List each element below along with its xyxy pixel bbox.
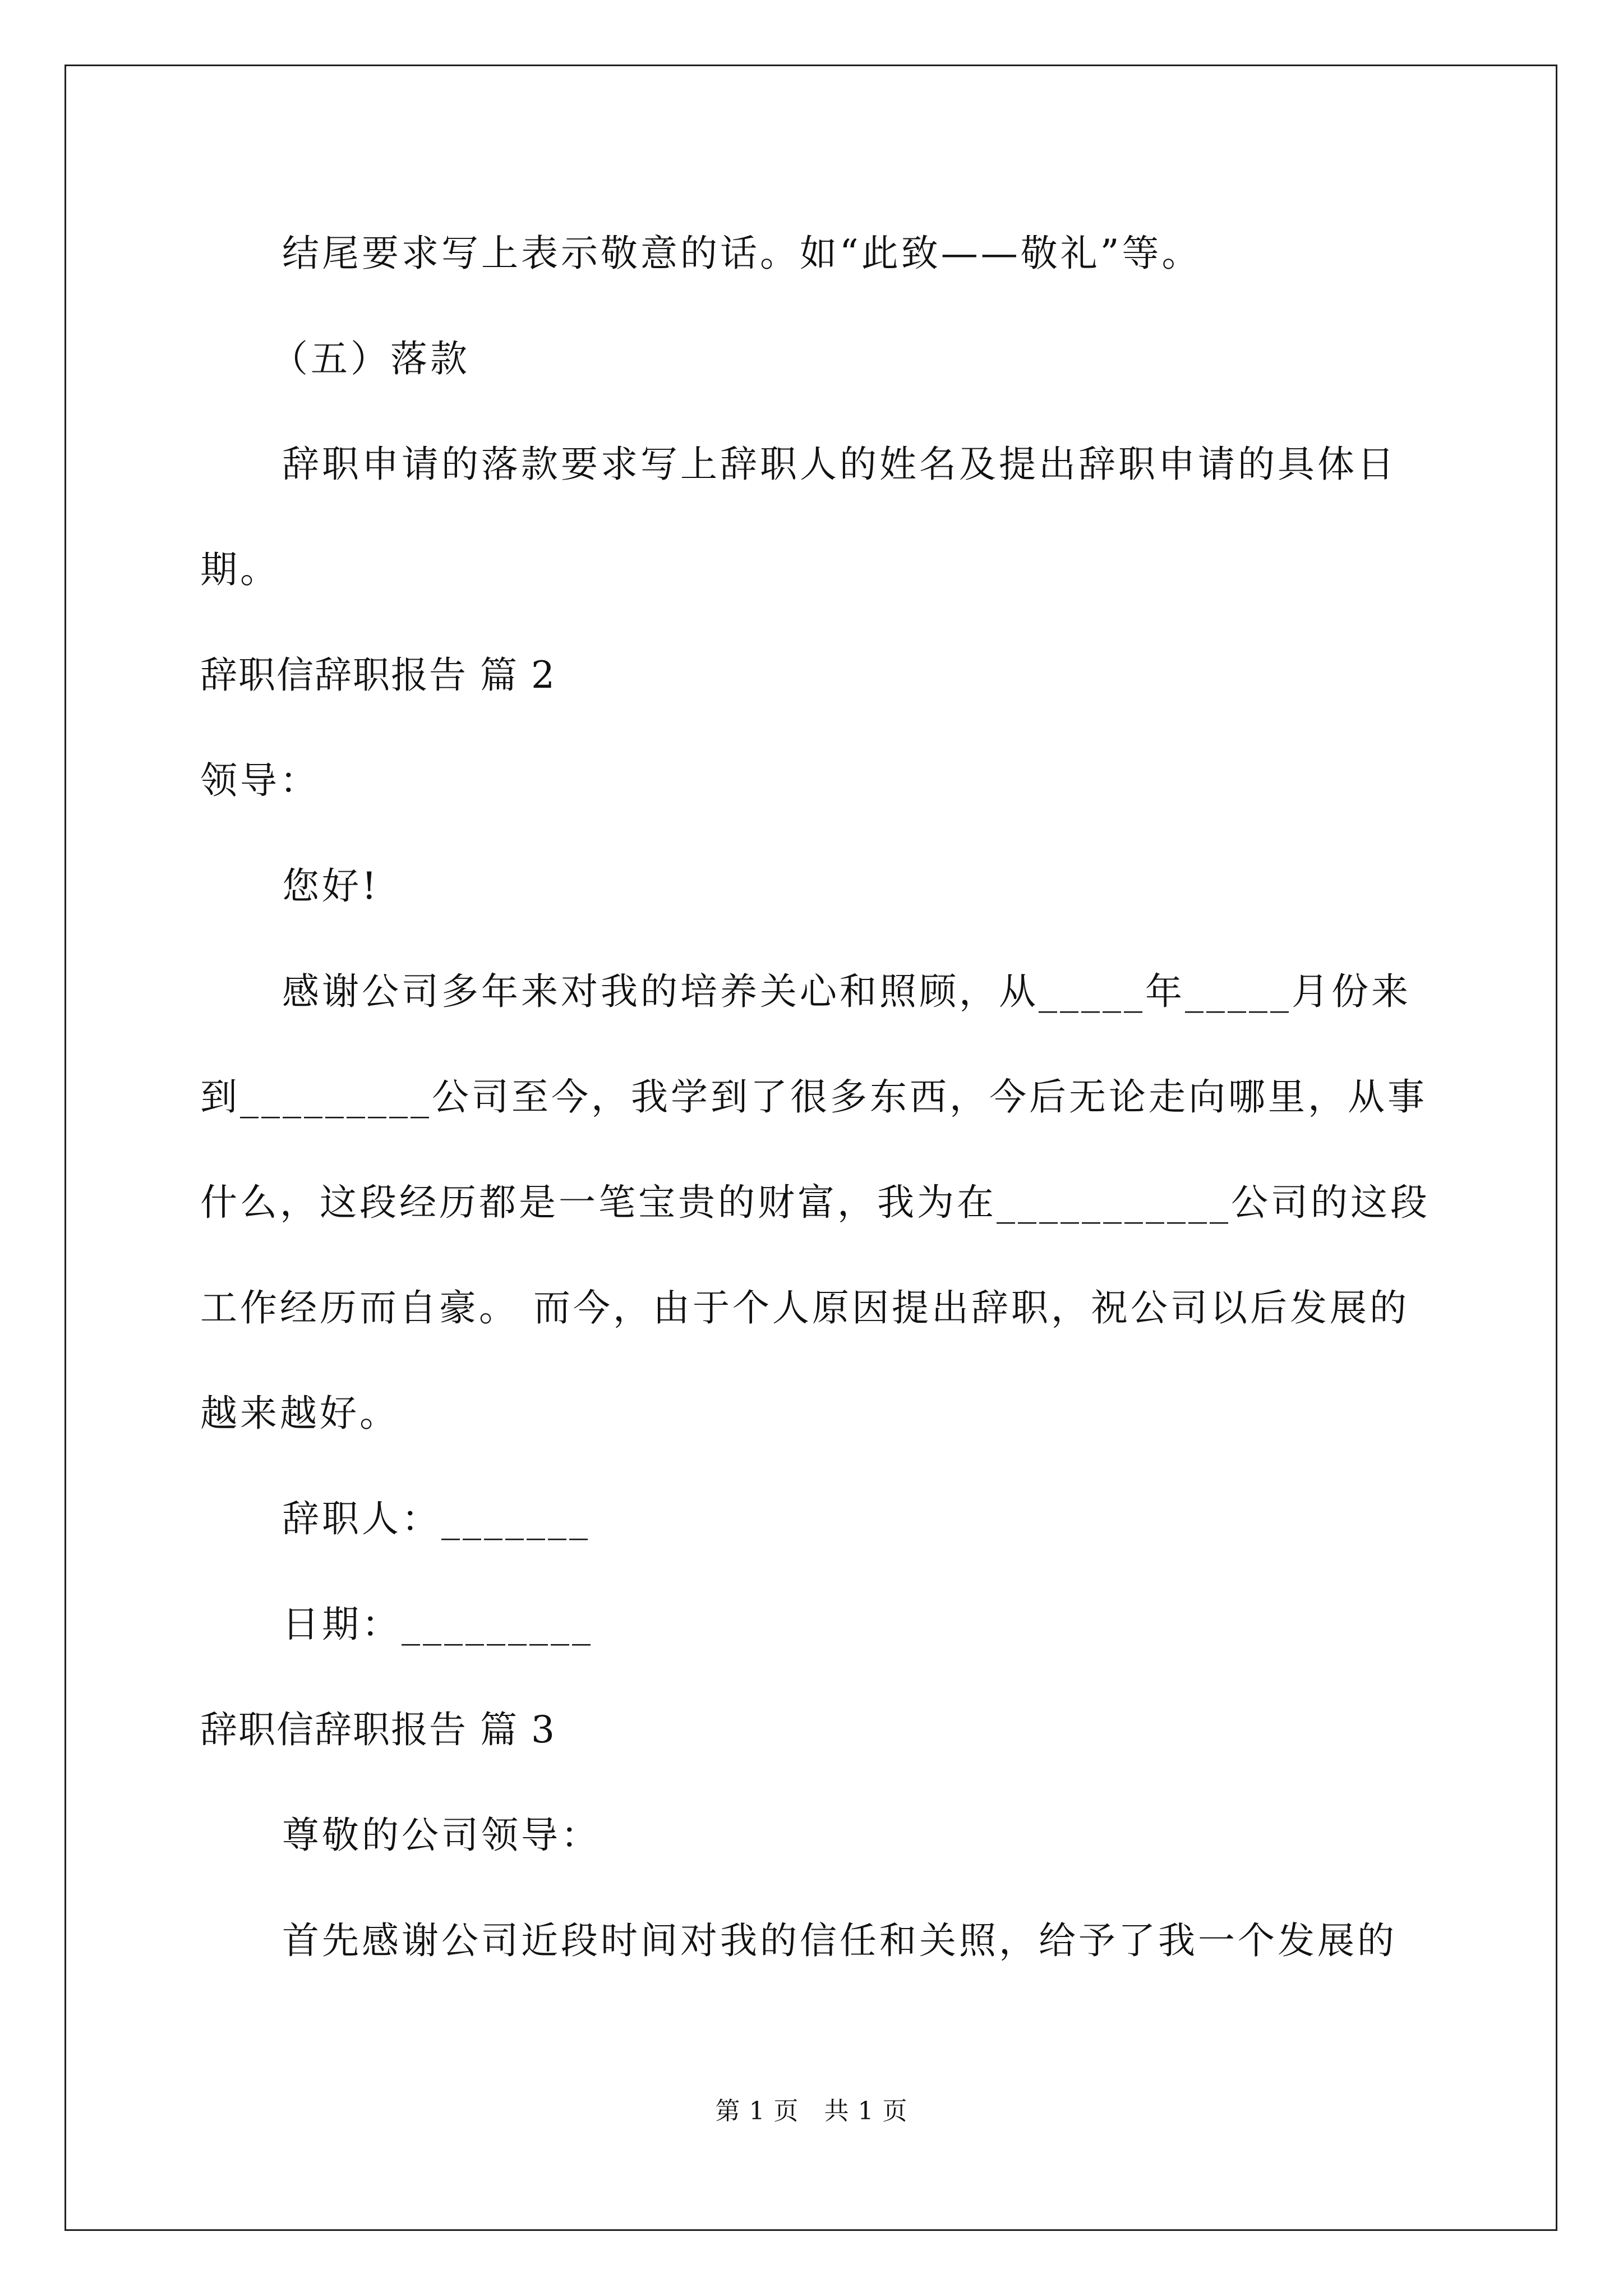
paragraph-signature-line-2: 期。 (200, 548, 280, 591)
section-heading-signature: （五）落款 (271, 337, 470, 380)
greeting: 您好! (282, 864, 380, 908)
article-heading-2: 辞职信辞职报告 篇 2 (200, 654, 556, 697)
resigner-field: 辞职人：_______ (282, 1497, 591, 1540)
letter-body-line-3: 什么，这段经历都是一笔宝贵的财富，我为在___________公司的这段 (200, 1181, 1430, 1224)
letter-body-line-2: 到_________公司至今，我学到了很多东西，今后无论走向哪里，从事 (200, 1075, 1427, 1119)
letter-body-line-5: 越来越好。 (200, 1392, 399, 1435)
date-field: 日期：_________ (282, 1603, 593, 1646)
letter-body-line-1: 感谢公司多年来对我的培养关心和照顾，从_____年_____月份来 (282, 970, 1411, 1013)
article-heading-3: 辞职信辞职报告 篇 3 (200, 1708, 556, 1751)
paragraph-signature-line-1: 辞职申请的落款要求写上辞职人的姓名及提出辞职申请的具体日 (282, 443, 1397, 486)
page-footer: 第 1 页 共 1 页 (715, 2097, 908, 2125)
salutation: 领导： (200, 759, 320, 802)
salutation-3: 尊敬的公司领导： (282, 1814, 601, 1857)
page-border (64, 65, 1557, 2231)
paragraph-closing-remarks: 结尾要求写上表示敬意的话。如“此致——敬礼”等。 (282, 232, 1202, 275)
letter-3-body-line-1: 首先感谢公司近段时间对我的信任和关照，给予了我一个发展的 (282, 1919, 1397, 1962)
letter-body-line-4: 工作经历而自豪。 而今，由于个人原因提出辞职，祝公司以后发展的 (200, 1286, 1409, 1329)
